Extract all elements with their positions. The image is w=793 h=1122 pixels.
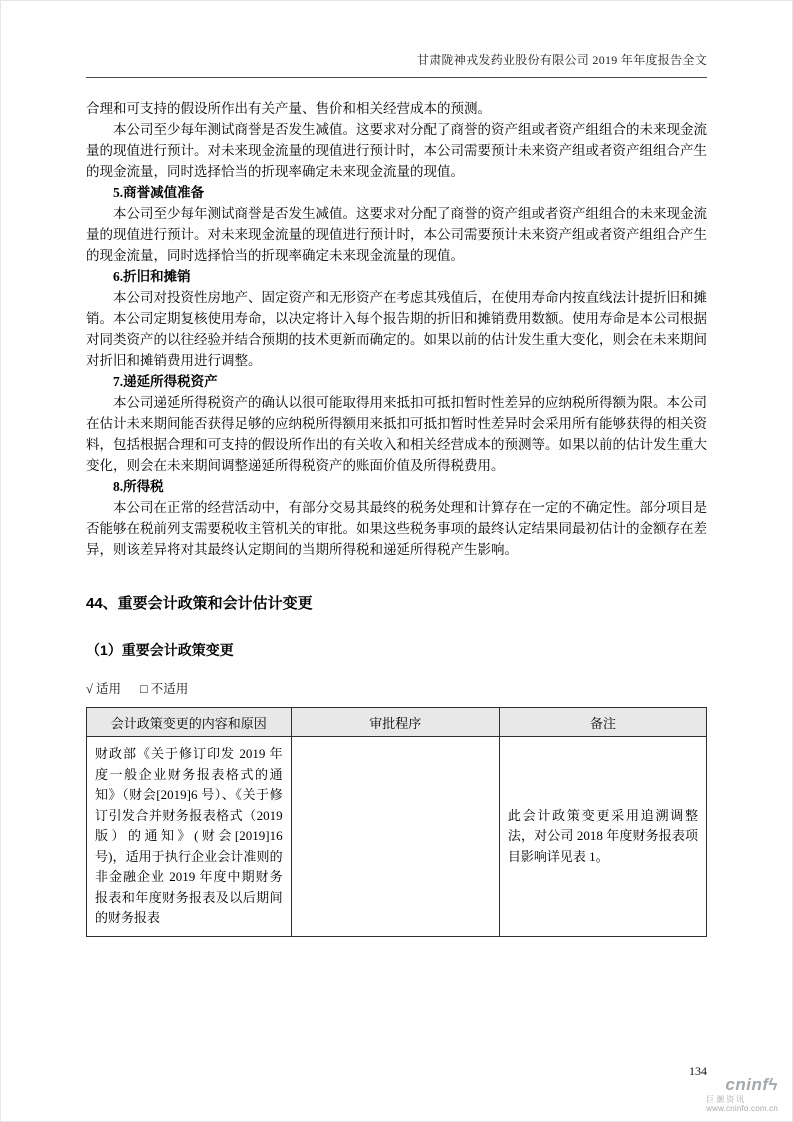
cninfo-logo-wordmark xyxy=(706,1075,778,1095)
cell-approval-procedure xyxy=(291,737,499,937)
column-header-content-reason: 会计政策变更的内容和原因 xyxy=(87,708,292,737)
page-number: 134 xyxy=(689,1064,707,1078)
heading-depreciation-amortization: 6.折旧和摊销 xyxy=(113,269,191,284)
cninfo-brand-text: cninf xyxy=(725,1075,769,1095)
heading-deferred-tax-assets: 7.递延所得税资产 xyxy=(113,374,218,389)
column-header-approval-procedure: 审批程序 xyxy=(291,708,499,737)
report-title: 甘肃陇神戎发药业股份有限公司 2019 年年度报告全文 xyxy=(86,51,707,78)
section-heading-policy-changes: 44、重要会计政策和会计估计变更 xyxy=(86,595,313,612)
subsection-heading-policy-changes: （1）重要会计政策变更 xyxy=(86,642,234,658)
cell-remark: 此会计政策变更采用追溯调整法，对公司 2018 年度财务报表项目影响详见表 1。 xyxy=(499,737,706,937)
paragraph-goodwill-test: 本公司至少每年测试商誉是否发生减值。这要求对分配了商誉的资产组或者资产组组合的未来现金流量的现值进行预计。对未来现金流量的现值进行预计时，本公司需要预计未来资产组或者资产组组合产生的现金流量，同时选择恰当的折现率确定未来现金流量的现值。 xyxy=(86,122,707,179)
paragraph-income-tax: 本公司在正常的经营活动中，有部分交易其最终的税务处理和计算存在一定的不确定性。部分项目是否能够在税前列支需要税收主管机关的审批。如果这些税务事项的最终认定结果同最初估计的金额存在差异，则该差异将对其最终认定期间的当期所得税和递延所得税产生影响。 xyxy=(86,500,707,557)
column-header-remarks: 备注 xyxy=(499,708,706,737)
heading-income-tax: 8.所得税 xyxy=(113,479,164,494)
cninfo-chinese-name: 巨潮资讯 xyxy=(706,1094,747,1104)
policy-change-table xyxy=(86,707,707,937)
paragraph-continuation: 合理和可支持的假设所作出有关产量、售价和相关经营成本的预测。 xyxy=(86,101,491,116)
cninfo-logo xyxy=(706,1075,778,1113)
paragraph-deferred-tax-assets: 本公司递延所得税资产的确认以很可能取得用来抵扣可抵扣暂时性差异的应纳税所得额为限。本公司在估计未来期间能否获得足够的应纳税所得额用来抵扣可抵扣暂时性差异时会采用所有能够获得的相关资料，包括根据合理和可支持的假设所作出的有关收入和相关经营成本的预测等。如果以前的估计发生重大变化，则会在未来期间调整递延所得税资产的账面价值及所得税费用。 xyxy=(86,395,707,473)
cninfo-lightning-icon: ϟ xyxy=(768,1075,778,1095)
checkbox-not-applicable: □ 不适用 xyxy=(140,682,189,696)
applicability-row xyxy=(86,681,707,697)
page-header xyxy=(86,1,707,78)
cninfo-website-url: www.cninfo.com.cn xyxy=(706,1103,778,1113)
heading-goodwill-impairment: 5.商誉减值准备 xyxy=(113,185,205,200)
page-body xyxy=(86,78,707,937)
table-row xyxy=(87,737,707,937)
table-header-row xyxy=(87,708,707,737)
paragraph-goodwill-impairment: 本公司至少每年测试商誉是否发生减值。这要求对分配了商誉的资产组或者资产组组合的未来现金流量的现值进行预计。对未来现金流量的现值进行预计时，本公司需要预计未来资产组或者资产组组合产生的现金流量，同时选择恰当的折现率确定未来现金流量的现值。 xyxy=(86,206,707,263)
checkbox-applicable: √ 适用 xyxy=(86,682,121,696)
paragraph-depreciation-amortization: 本公司对投资性房地产、固定资产和无形资产在考虑其残值后，在使用寿命内按直线法计提折旧和摊销。本公司定期复核使用寿命，以决定将计入每个报告期的折旧和摊销费用数额。使用寿命是本公司根据对同类资产的以往经验并结合预期的技术更新而确定的。如果以前的估计发生重大变化，则会在未来期间对折旧和摊销费用进行调整。 xyxy=(86,290,707,368)
cell-policy-change-content: 财政部《关于修订印发 2019 年度一般企业财务报表格式的通知》（财会[2019]6 号）、《关于修订引发合并财务报表格式（2019 版）的通知》(财会[2019]16 号)，适用于执行企业会计准则的非金融企业 2019 年度中期财务报表和年度财务报表及以后期间的财务报表 xyxy=(87,737,292,937)
